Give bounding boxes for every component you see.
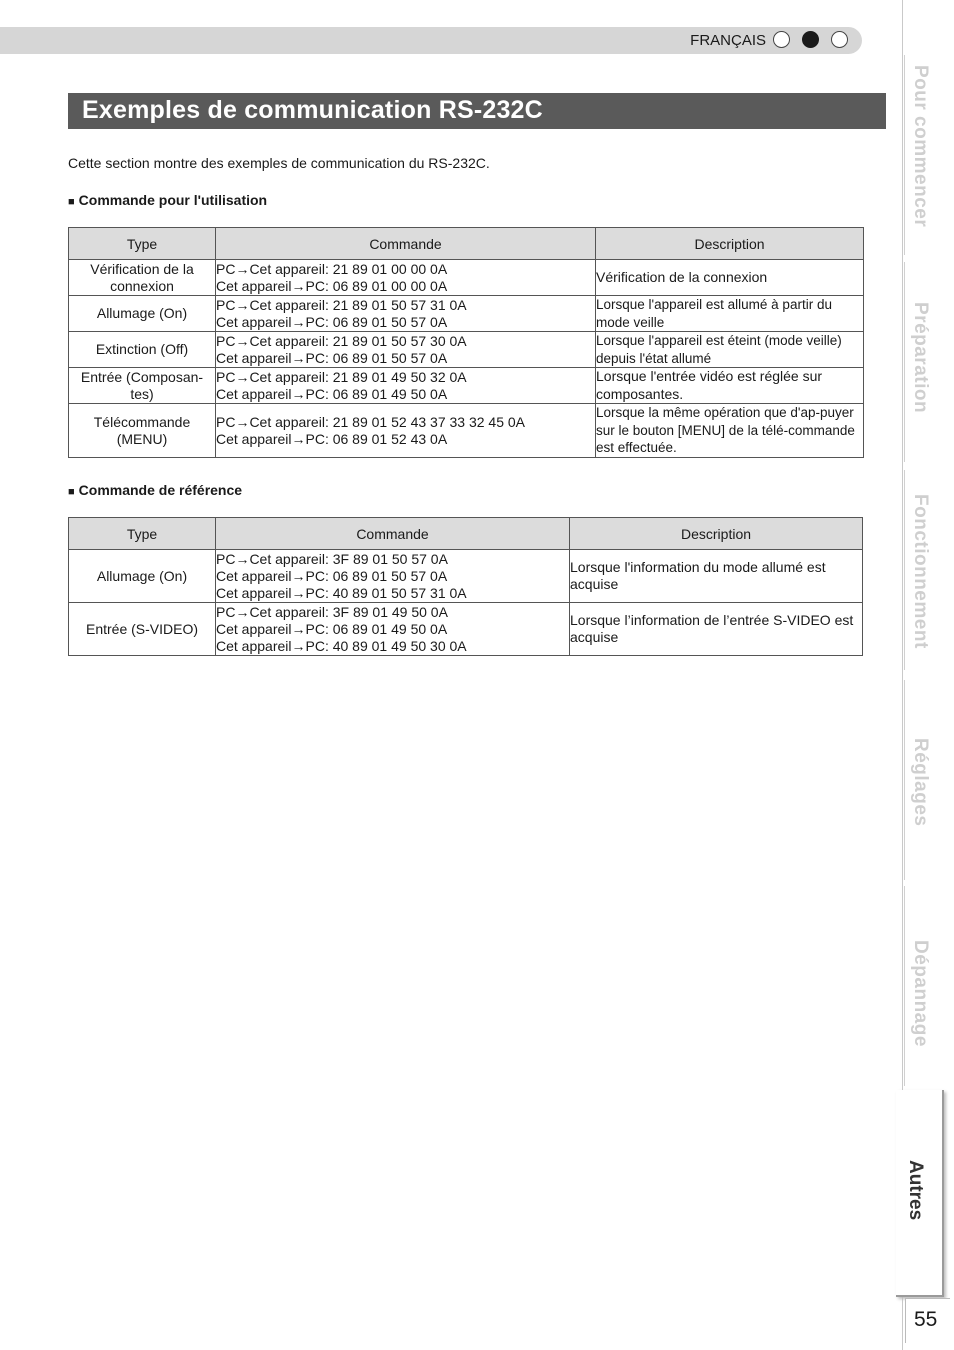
- command-line: Cet appareil→PC: 40 89 01 50 57 31 0A: [216, 584, 467, 601]
- type-line: Télécommande: [93, 413, 191, 430]
- table-row: [69, 550, 863, 603]
- command-cell: [216, 550, 570, 603]
- type-line: Allumage (On): [96, 305, 188, 321]
- table-row: [69, 368, 864, 404]
- type-line: Entrée (Composan-: [80, 368, 204, 385]
- command-line: Cet appareil→PC: 06 89 01 50 57 0A: [216, 567, 448, 584]
- command-line: Cet appareil→PC: 40 89 01 49 50 30 0A: [216, 637, 467, 654]
- section-heading-operation: [68, 192, 267, 208]
- intro-text: Cette section montre des exemples de communication du RS-232C.: [68, 155, 490, 171]
- type-cell: [69, 550, 216, 603]
- type-cell: [69, 603, 216, 656]
- type-cell: [69, 332, 216, 368]
- command-line: PC→Cet appareil: 21 89 01 00 00 0A: [216, 260, 448, 277]
- column-header-command: Commande: [216, 518, 570, 550]
- command-cell: [216, 603, 570, 656]
- command-line: Cet appareil→PC: 06 89 01 00 00 0A: [216, 277, 448, 294]
- type-cell: [69, 260, 216, 296]
- page-title: Exemples de communication RS-232C: [82, 96, 543, 124]
- tab-pour-commencer[interactable]: [904, 55, 946, 255]
- tab-label: Pour commencer: [910, 65, 931, 228]
- tab-label: Préparation: [910, 302, 931, 414]
- language-dot-active: [802, 31, 819, 48]
- type-cell: [69, 404, 216, 458]
- command-line: PC→Cet appareil: 21 89 01 50 57 31 0A: [216, 296, 467, 313]
- tab-depannage[interactable]: [904, 886, 946, 1086]
- table-header-row: [69, 518, 863, 550]
- column-header-type: Type: [69, 228, 216, 260]
- type-line: Extinction (Off): [95, 341, 189, 357]
- type-line: (MENU): [116, 430, 168, 447]
- command-line: PC→Cet appareil: 3F 89 01 49 50 0A: [216, 603, 448, 620]
- page-number: 55: [914, 1308, 938, 1331]
- type-line: Entrée (S-VIDEO): [85, 620, 199, 637]
- column-header-description: Description: [570, 518, 863, 550]
- page-number-box: [905, 1298, 950, 1343]
- title-band: [68, 93, 886, 129]
- type-cell: [69, 296, 216, 332]
- table-row: [69, 404, 864, 458]
- command-line: Cet appareil→PC: 06 89 01 49 50 0A: [216, 385, 448, 402]
- language-dot-3: [831, 31, 848, 48]
- language-dot-1: [773, 31, 790, 48]
- table-row: [69, 603, 863, 656]
- type-line: Vérification de la: [90, 260, 194, 277]
- tab-reglages[interactable]: [904, 680, 946, 880]
- tab-label: Dépannage: [910, 940, 931, 1047]
- command-line: PC→Cet appareil: 21 89 01 49 50 32 0A: [216, 368, 467, 385]
- table-row: [69, 332, 864, 368]
- description-cell: Lorsque l'appareil est éteint (mode veille) depuis l'état allumé: [596, 332, 864, 368]
- language-label: FRANÇAIS: [690, 32, 766, 49]
- command-line: Cet appareil→PC: 06 89 01 50 57 0A: [216, 313, 448, 330]
- command-line: Cet appareil→PC: 06 89 01 50 57 0A: [216, 349, 448, 366]
- command-cell: [216, 260, 596, 296]
- tab-autres[interactable]: [896, 1090, 944, 1297]
- type-cell: [69, 368, 216, 404]
- column-header-description: Description: [596, 228, 864, 260]
- section-heading-reference: [68, 482, 242, 498]
- section-heading-text: Commande de référence: [78, 482, 243, 498]
- command-line: PC→Cet appareil: 3F 89 01 50 57 0A: [216, 550, 448, 567]
- command-line: Cet appareil→PC: 06 89 01 52 43 0A: [216, 430, 448, 447]
- column-header-type: Type: [69, 518, 216, 550]
- description-cell: Lorsque l’information de l’entrée S-VIDEO est acquise: [570, 603, 863, 656]
- chapter-tabs: [896, 0, 954, 1350]
- table-header-row: [69, 228, 864, 260]
- command-line: PC→Cet appareil: 21 89 01 52 43 37 33 32 45 0A: [216, 413, 525, 430]
- description-cell: Lorsque la même opération que d'ap-puyer sur le bouton [MENU] de la télé-commande est effectuée.: [596, 404, 864, 458]
- type-line: connexion: [110, 277, 174, 294]
- tab-label-active: Autres: [905, 1160, 926, 1221]
- type-line: Allumage (On): [96, 567, 188, 584]
- reference-command-table: [68, 517, 863, 656]
- square-bullet-icon: ■: [68, 486, 75, 498]
- command-cell: [216, 368, 596, 404]
- square-bullet-icon: ■: [68, 196, 75, 208]
- tab-preparation[interactable]: [904, 262, 946, 462]
- description-cell: Vérification de la connexion: [596, 260, 864, 296]
- column-header-command: Commande: [216, 228, 596, 260]
- command-cell: [216, 404, 596, 458]
- section-heading-text: Commande pour l'utilisation: [78, 192, 268, 208]
- tab-fonctionnement[interactable]: [904, 470, 946, 670]
- language-bar: [0, 27, 862, 54]
- type-line: tes): [130, 385, 154, 402]
- description-cell: Lorsque l'entrée vidéo est réglée sur composantes.: [596, 368, 864, 404]
- table-row: [69, 296, 864, 332]
- operation-command-table: [68, 227, 864, 458]
- table-row: [69, 260, 864, 296]
- tab-label: Fonctionnement: [910, 494, 931, 649]
- command-cell: [216, 332, 596, 368]
- description-cell: Lorsque l'appareil est allumé à partir du mode veille: [596, 296, 864, 332]
- command-line: PC→Cet appareil: 21 89 01 50 57 30 0A: [216, 332, 467, 349]
- tab-label: Réglages: [910, 738, 931, 827]
- command-line: Cet appareil→PC: 06 89 01 49 50 0A: [216, 620, 448, 637]
- command-cell: [216, 296, 596, 332]
- description-cell: Lorsque l'information du mode allumé est acquise: [570, 550, 863, 603]
